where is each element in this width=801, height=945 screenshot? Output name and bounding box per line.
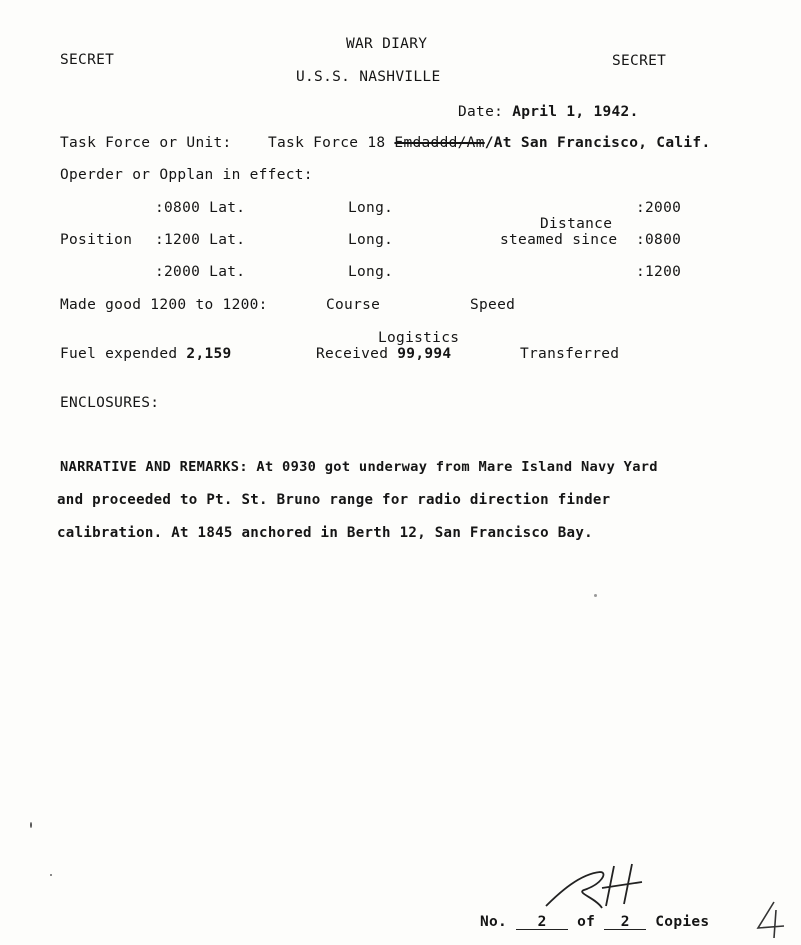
position-long-0800: Long. (348, 200, 394, 216)
handwritten-page-number (752, 898, 792, 942)
date-label: Date: (458, 104, 504, 120)
secret-label-right: SECRET (612, 53, 667, 69)
fuel-expended-label: Fuel expended (60, 346, 178, 362)
speed-label: Speed (470, 297, 516, 313)
document-title: WAR DIARY (346, 36, 428, 52)
task-force-prefix: Task Force 18 (268, 135, 386, 151)
position-long-1200: Long. (348, 232, 394, 248)
course-label: Course (326, 297, 381, 313)
copies-label: Copies (655, 914, 710, 930)
steamed-since-label: steamed since (500, 232, 618, 248)
task-force-location: /At San Francisco, Calif. (484, 135, 711, 151)
fuel-received-label: Received (316, 346, 389, 362)
task-force-value (268, 135, 710, 151)
ship-name: U.S.S. NASHVILLE (296, 69, 441, 85)
position-time-2000: :2000 Lat. (155, 264, 246, 280)
position-time-1200: :1200 Lat. (155, 232, 246, 248)
narrative-line-1: NARRATIVE AND REMARKS: At 0930 got underway from Mare Island Navy Yard (60, 459, 658, 475)
position-long-2000: Long. (348, 264, 394, 280)
position-time-0800: :0800 Lat. (155, 200, 246, 216)
distance-label: Distance (540, 216, 613, 232)
copy-number: 2 (516, 915, 568, 930)
narrative-line-2: and proceeded to Pt. St. Bruno range for radio direction finder (57, 492, 611, 508)
narrative-line-3: calibration. At 1845 anchored in Berth 12, San Francisco Bay. (57, 525, 593, 541)
logistics-heading: Logistics (378, 330, 460, 346)
fuel-received-value: 99,994 (397, 346, 452, 362)
operation-plan-label: Operder or Opplan in effect: (60, 167, 313, 183)
fuel-expended-value: 2,159 (186, 346, 232, 362)
handwritten-initials-signature (540, 862, 650, 912)
made-good-label: Made good 1200 to 1200: (60, 297, 268, 313)
scan-speck (30, 822, 32, 828)
struck-out-text: Emdaddd/Am (394, 135, 485, 151)
steamed-since-0800: :0800 (636, 232, 682, 248)
total-copies: 2 (604, 915, 646, 930)
scan-speck (594, 594, 597, 597)
of-label: of (577, 914, 596, 930)
position-label: Position (60, 232, 133, 248)
copy-no-label: No. (480, 914, 508, 930)
scan-speck (50, 874, 52, 876)
fuel-expended (60, 346, 232, 362)
steamed-since-1200: :1200 (636, 264, 682, 280)
task-force-label: Task Force or Unit: (60, 135, 232, 151)
secret-label-left: SECRET (60, 52, 115, 68)
fuel-received (316, 346, 451, 362)
copies-line (480, 914, 709, 930)
date-line (458, 104, 639, 120)
enclosures-label: ENCLOSURES: (60, 395, 160, 411)
date-value: April 1, 1942. (512, 104, 639, 120)
steamed-since-2000: :2000 (636, 200, 682, 216)
transferred-label: Transferred (520, 346, 620, 362)
